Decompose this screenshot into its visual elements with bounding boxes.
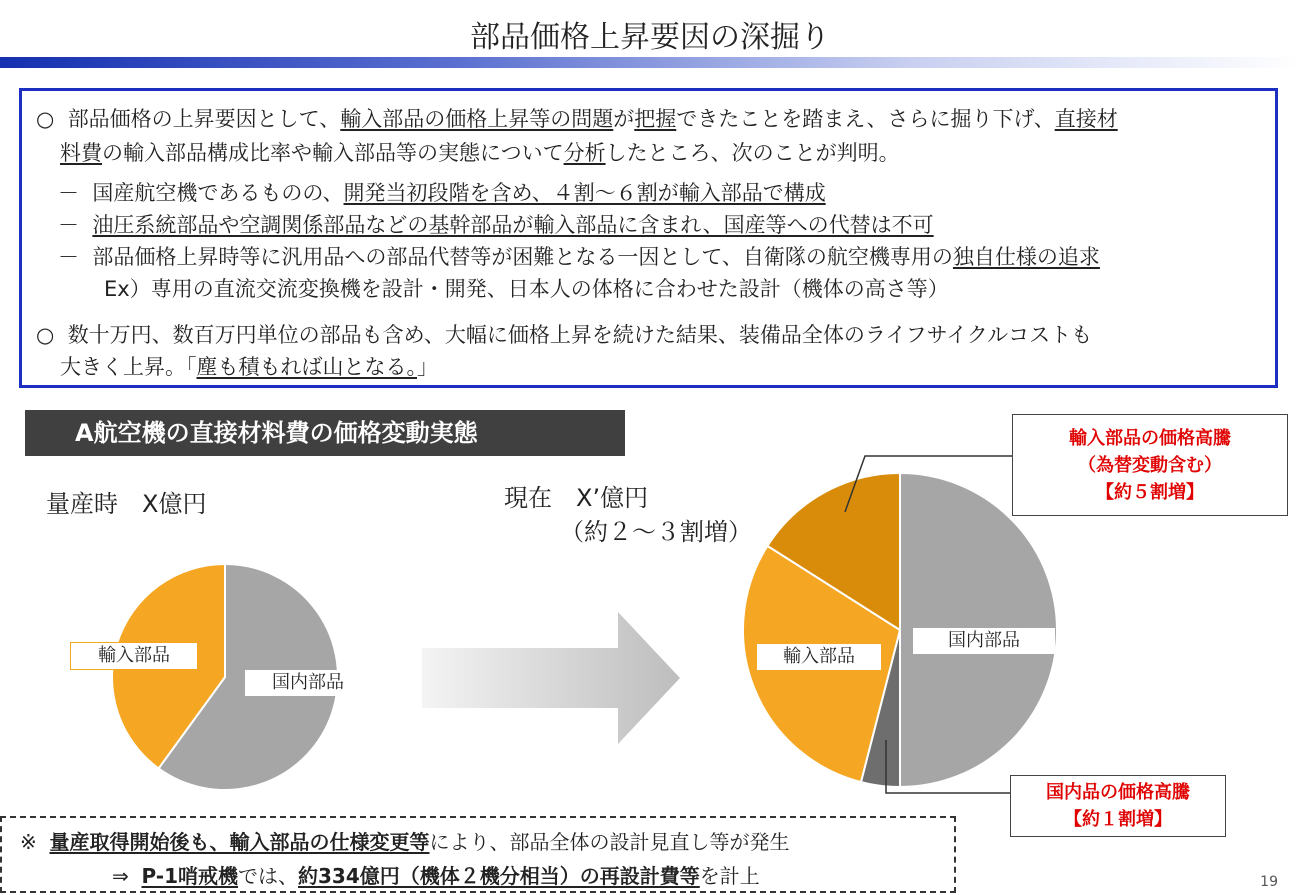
summary-sub-item-1 xyxy=(58,179,826,207)
callout-line: （為替変動含む） xyxy=(1078,455,1222,476)
text: が xyxy=(613,107,635,131)
text: を計上 xyxy=(699,864,760,888)
dash-marker: － xyxy=(58,213,79,237)
text: 国産航空機であるものの、 xyxy=(92,181,344,205)
left-pie-label-imported: 輸入部品 xyxy=(70,642,198,670)
title-underline-bar xyxy=(0,57,1300,68)
underlined-text: 料費 xyxy=(60,141,102,165)
summary-bullet2-line2 xyxy=(60,353,438,381)
summary-bullet1-line2 xyxy=(60,139,900,167)
note-mark: ※ xyxy=(20,830,37,854)
left-pie-label-domestic: 国内部品 xyxy=(245,670,371,696)
underlined-text: 把握 xyxy=(634,107,677,131)
underlined-text: 塵も積もれば山となる。 xyxy=(196,355,417,379)
dash-marker: － xyxy=(58,245,79,269)
underlined-text: 量産取得開始後も、輸入部品の仕様変更等 xyxy=(49,830,430,854)
section-title: A航空機の直接材料費の価格変動実態 xyxy=(25,410,625,456)
underlined-text: 分析 xyxy=(563,141,606,165)
underlined-text: 独自仕様の追求 xyxy=(952,245,1100,269)
text: 部品価格上昇時等に汎用品への部品代替等が困難となる一因として、自衛隊の航空機専用の xyxy=(92,245,953,269)
summary-sub-item-2 xyxy=(58,211,934,239)
underlined-text: 輸入部品の価格上昇等の問題 xyxy=(340,107,614,131)
dash-marker: － xyxy=(58,181,79,205)
summary-sub-item-3 xyxy=(58,243,1100,271)
text: 数十万円、数百万円単位の部品も含め、大幅に価格上昇を続けた結果、装備品全体のライフサイクルコストも xyxy=(67,323,1093,347)
right-pie-label-domestic: 国内部品 xyxy=(913,628,1055,654)
underlined-text: 直接材 xyxy=(1054,107,1118,131)
page-number: 19 xyxy=(1260,874,1278,890)
bullet-marker: ○ xyxy=(36,323,55,347)
text: により、部品全体の設計見直し等が発生 xyxy=(429,830,790,854)
right-arrow-icon: ⇒ xyxy=(112,864,129,888)
text: 部品価格の上昇要因として、 xyxy=(67,107,341,131)
summary-box xyxy=(19,88,1278,388)
left-chart-label: 量産時 X億円 xyxy=(46,490,207,518)
callout-line: 【約１割増】 xyxy=(1064,809,1172,830)
underlined-text: 開発当初段階を含め、４割～６割が輸入部品で構成 xyxy=(343,181,826,205)
domestic-rise-callout xyxy=(1010,775,1226,837)
text: したところ、次のことが判明。 xyxy=(605,141,900,165)
text: の輸入部品構成比率や輸入部品等の実態について xyxy=(102,141,564,165)
underlined-text: P-1哨戒機 xyxy=(141,864,239,888)
callout-line: 【約５割増】 xyxy=(1096,482,1204,503)
transition-arrow-icon xyxy=(422,612,680,744)
underlined-text: 約334億円（機体２機分相当）の再設計費等 xyxy=(298,864,700,888)
summary-example-line: Ex）専用の直流交流変換機を設計・開発、日本人の体格に合わせた設計（機体の高さ等） xyxy=(104,277,949,301)
import-rise-callout xyxy=(1012,414,1288,516)
text: 」 xyxy=(417,355,438,379)
footnote-line2 xyxy=(112,860,760,889)
bullet-marker: ○ xyxy=(36,107,55,131)
footnote-box xyxy=(0,816,956,893)
right-chart-label-line2: （約２～３割増） xyxy=(560,518,752,546)
right-pie-label-imported: 輸入部品 xyxy=(757,644,881,670)
summary-bullet1-line1 xyxy=(36,105,1118,133)
underlined-text: 油圧系統部品や空調関係部品などの基幹部品が輸入部品に含まれ、国産等への代替は不可 xyxy=(92,213,934,237)
text: できたことを踏まえ、さらに掘り下げ、 xyxy=(676,107,1055,131)
page-title: 部品価格上昇要因の深掘り xyxy=(470,20,830,55)
right-chart-label-line1: 現在 X’億円 xyxy=(504,484,649,512)
summary-bullet2-line1 xyxy=(36,321,1092,349)
callout-line: 輸入部品の価格高騰 xyxy=(1069,428,1231,449)
footnote-line1 xyxy=(20,826,789,855)
text: 大きく上昇。「 xyxy=(60,355,197,379)
callout-line: 国内品の価格高騰 xyxy=(1046,782,1190,803)
text: では、 xyxy=(238,864,299,888)
